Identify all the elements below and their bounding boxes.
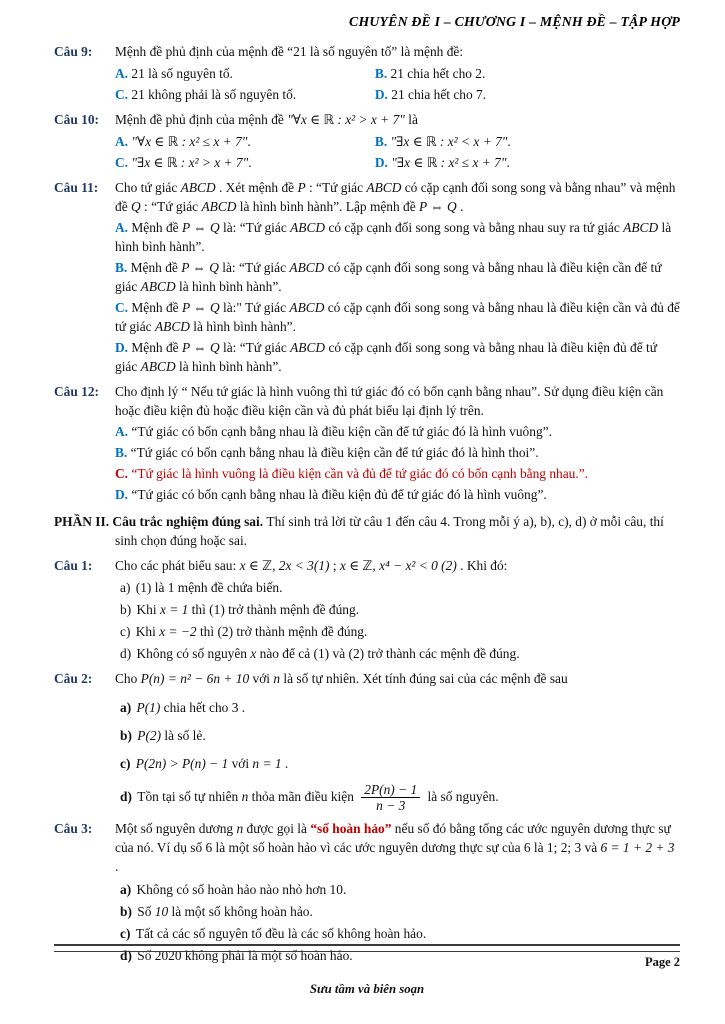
text-run: P ⇔ Q [181,259,219,275]
text-run: P(2) [137,727,162,743]
option-c [115,153,375,172]
statement-b [120,902,680,921]
text-run: là một số không hoàn hảo. [168,903,313,919]
statement-a [120,880,680,899]
text-run: 21 chia hết cho 2. [390,65,486,81]
option-c [115,464,680,483]
statement-letter: a) [120,580,134,596]
question-label: Câu 2: [54,671,93,687]
text-run: ABCD [201,198,237,214]
statement-letter: d) [120,947,136,963]
statement-letter: d) [120,788,136,804]
text-run: ABCD [140,359,176,375]
text-run: P ⇔ Q [181,219,220,235]
text-run: x ∈ ℤ, x⁴ − x² < 0 (2) [339,558,457,574]
text-run: n = 1 [252,755,282,771]
text-run: Khi [135,624,160,640]
statement-letter: b) [120,727,136,743]
text-run: là hình bình hành”. [115,219,672,254]
text-run: là hình bình hành”. Lập mệnh đề [236,198,420,214]
statement-letter: c) [120,925,134,941]
text-run: x = −2 [159,624,197,640]
question-cau-11 [54,178,680,376]
text-run: Số 2020 không phải là một số hoàn hảo. [137,947,353,963]
text-run: : “Tứ giác [305,179,367,195]
option-letter: B. [374,133,391,149]
text-run: . [247,133,251,149]
content-area [54,42,680,965]
text-run: ABCD [289,299,325,315]
question-label: Câu 3: [54,821,93,837]
option-b [115,258,680,296]
text-run: Cho các phát biểu sau: [115,558,240,574]
footer-double-rule [54,944,680,952]
text-run: ABCD [180,179,216,195]
text-run: Thí sinh trả lời từ câu 1 đến câu 4. Trong mỗi ý a), b), c), d) ở mỗi câu, thí sinh chọn đúng hoặc sai. [115,514,664,549]
text-run: . [507,133,511,149]
statement-a [120,698,680,717]
text-run: : “Tứ giác [140,198,202,214]
question-body [115,819,680,964]
text-run: 21 không phải là số nguyên tố. [131,86,297,102]
option-a [115,64,375,83]
text-run: . [281,755,289,771]
option-b [375,132,680,151]
text-run: là hình bình hành”. [175,278,282,294]
option-a [115,218,680,256]
option-a [115,132,375,151]
text-run: . [456,198,464,214]
text-run: n [236,821,244,837]
option-letter: B. [374,65,391,81]
text-run: . [248,154,252,170]
text-run: thì (2) trở thành mệnh đề đúng. [196,624,368,640]
text-run: Mệnh đề [131,299,182,315]
text-run: PHẦN II. Câu trắc nghiệm đúng sai. [54,514,267,530]
question-stem [115,382,680,420]
option-c [115,298,680,336]
text-run: x [250,646,257,662]
text-run: Mệnh đề [131,340,182,356]
text-run: "∃x ∈ ℝ : x² ≤ x + 7" [391,154,507,170]
option-letter: A. [115,65,132,81]
option-c [115,85,375,104]
text-run: là số lẻ. [161,727,206,743]
text-run: là số nguyên. [424,788,499,804]
option-letter: C. [115,86,132,102]
text-run: có cặp cạnh đối song song và bằng nhau” và mệnh đề [115,179,676,214]
question-body [115,42,680,104]
statement-b [120,726,680,745]
statement-a [120,578,680,597]
statement-d [120,644,680,663]
statement-letter: b) [120,903,136,919]
page-number: Page 2 [644,955,680,969]
text-run: (1) là 1 mệnh đề chứa biến. [135,580,283,596]
text-run: Không có số nguyên [136,646,251,662]
answer-options [115,422,680,504]
option-a [115,422,680,441]
option-letter: A. [115,219,132,235]
text-run: có cặp cạnh đối song song và bằng nhau là điều kiện cần và đủ để tứ giác [115,299,680,334]
text-run: Khi [136,602,160,618]
statements [115,578,680,663]
text-run: là: “Tứ giác [219,219,291,235]
option-letter: B. [115,445,131,461]
option-d [115,338,680,376]
text-run: Mệnh đề phủ định của mệnh đề “21 là số nguyên tố” là mệnh đề: [115,43,464,59]
text-run: Một số nguyên dương [115,821,237,837]
text-run: là số tự nhiên. Xét tính đúng sai của các mệnh đề sau [280,671,568,687]
statement-letter: d) [120,646,135,662]
statement-letter: c) [120,755,134,771]
option-b [375,64,680,83]
text-run: 6 = 1 + 2 + 3 [600,840,675,856]
question-label: Câu 11: [54,179,99,195]
option-letter: B. [115,259,131,275]
text-run: ABCD [366,179,402,195]
question-label: Câu 12: [54,384,100,400]
question-body [115,110,680,172]
text-run: P(n) = n² − 6n + 10 [140,671,250,687]
text-run: là hình bình hành”. [175,359,282,375]
statement-c [120,622,680,641]
option-letter: D. [115,487,132,503]
question-stem [115,178,680,216]
question-label: Câu 1: [54,558,93,574]
text-run: P(2n) > P(n) − 1 [135,755,229,771]
statement-letter: b) [120,602,135,618]
text-run: ABCD [290,340,326,356]
option-letter: C. [115,466,132,482]
text-run: ABCD [290,219,326,235]
fraction-numerator: 2P(n) − 1 [361,782,420,798]
option-letter: D. [115,340,132,356]
text-run: “số hoàn hảo” [310,821,392,837]
text-run: Mệnh đề [131,219,182,235]
text-run: . [506,154,510,170]
statements [115,698,680,814]
text-run: ABCD [623,219,659,235]
option-d [375,153,680,172]
text-run: x ∈ ℤ, 2x < 3(1) [239,558,330,574]
page-footer [54,944,680,998]
text-run: được gọi là [243,821,311,837]
text-run: Q [131,198,141,214]
text-run: x = 1 [159,602,189,618]
text-run: Cho [115,671,141,687]
option-d [375,85,680,104]
statement-letter: a) [120,881,135,897]
option-letter: A. [115,424,132,440]
question-p2-cau-1 [54,556,680,663]
text-run: là [404,111,418,127]
text-run: ABCD [289,259,325,275]
text-run: Cho định lý “ Nếu tứ giác là hình vuông thì tứ giác đó có bốn cạnh bằng nhau”. Sử dụng điều kiện cần hoặc điều kiện đủ hoặc điều kiện cần và đủ phát biểu lại định lý trên. [115,384,664,419]
question-stem [115,669,680,688]
text-run: có cặp cạnh đối song song và bằng nhau là điều kiện đủ để tứ giác [115,340,657,375]
question-body [115,669,680,813]
text-run: với [249,671,274,687]
question-stem [115,42,680,61]
statement-c [120,754,680,773]
text-run: thì (1) trở thành mệnh đề đúng. [188,602,360,618]
text-run: 10 [154,903,169,919]
text-run: là: “Tứ giác [219,340,291,356]
text-run: có cặp cạnh đối song song và bằng nhau suy ra tứ giác [325,219,624,235]
text-run: "∀x ∈ ℝ : x² ≤ x + 7" [131,133,248,149]
text-run: chia hết cho 3 . [160,699,246,715]
text-run: ABCD [140,278,176,294]
text-run: là:" Tứ giác [219,299,290,315]
option-d [115,485,680,504]
text-run: "∀x ∈ ℝ : x² > x + 7" [287,111,405,127]
statement-letter: a) [120,699,135,715]
text-run: nếu số đó bằng tổng các ước nguyên dương thực sự của nó. Ví dụ số 6 là một số hoàn hảo vì các ước nguyên dương thực sự của 6 là 1; 2; 3 và [115,821,671,856]
text-run: là hình bình hành”. [189,318,296,334]
text-run: Mệnh đề [130,259,182,275]
option-letter: C. [115,299,132,315]
text-run: có cặp cạnh đối song song và bằng nhau là điều kiện cần để tứ giác [115,259,662,294]
text-run: P ⇔ Q [181,299,220,315]
answer-options [115,130,680,172]
statement-d [120,782,680,814]
fraction-denominator: n − 3 [376,798,406,814]
text-run: “Tứ giác có bốn cạnh bằng nhau là điều kiện cần để tứ giác đó là hình thoi”. [130,445,539,461]
option-b [115,443,680,462]
question-label: Câu 10: [54,111,100,127]
text-run: Không có số hoàn hảo nào nhỏ hơn 10. [136,881,347,897]
answer-options [115,218,680,376]
question-cau-9 [54,42,680,104]
text-run: P [297,179,306,195]
text-run: Cho tứ giác [115,179,181,195]
question-body [115,382,680,504]
part-heading-phan-2 [54,512,680,550]
question-p2-cau-2 [54,669,680,813]
statement-c [120,924,680,943]
text-run: "∃x ∈ ℝ : x² > x + 7" [131,154,249,170]
text-run: “Tứ giác có bốn cạnh bằng nhau là điều kiện cần để tứ giác đó là hình vuông”. [131,424,552,440]
fraction [361,782,420,814]
text-run: n [241,788,249,804]
text-run: Tất cả các số nguyên tố đều là các số không hoàn hảo. [135,925,427,941]
statement-letter: c) [120,624,134,640]
question-p2-cau-3 [54,819,680,964]
statement-b [120,600,680,619]
option-letter: D. [374,154,392,170]
text-run: ; [329,558,340,574]
text-run: 21 chia hết cho 7. [391,86,487,102]
text-run: P ⇔ Q [181,340,220,356]
text-run: . Xét mệnh đề [215,179,298,195]
text-run: . [115,859,119,875]
question-cau-10 [54,110,680,172]
question-body [115,556,680,663]
text-run: “Tứ giác là hình vuông là điều kiện cần và đủ để tứ giác đó có bốn cạnh bằng nhau.”. [131,466,589,482]
text-run: . Khi đó: [456,558,508,574]
question-stem [115,556,680,575]
text-run: với [228,755,253,771]
text-run: Số [137,903,155,919]
question-label: Câu 9: [54,43,93,59]
text-run: 21 là số nguyên tố. [131,65,233,81]
footer-credit: Sưu tầm và biên soạn [309,981,425,996]
text-run: ABCD [154,318,190,334]
text-run: "∃x ∈ ℝ : x² < x + 7" [390,133,508,149]
text-run: Mệnh đề phủ định của mệnh đề [115,111,288,127]
option-letter: C. [115,154,132,170]
text-run: n [273,671,281,687]
text-run: Tồn tại số tự nhiên [137,788,242,804]
question-stem [115,819,680,876]
option-letter: D. [374,86,392,102]
text-run: P(1) [136,699,161,715]
text-run: “Tứ giác có bốn cạnh bằng nhau là điều kiện đủ để tứ giác đó là hình vuông”. [131,487,547,503]
question-cau-12 [54,382,680,504]
text-run: là: “Tứ giác [218,259,290,275]
option-letter: A. [115,133,132,149]
page-header-title: CHUYÊN ĐỀ I – CHƯƠNG I – MỆNH ĐỀ – TẬP HỢP [349,14,680,29]
text-run: P ⇔ Q [419,198,457,214]
answer-options [115,62,680,104]
question-stem [115,110,680,129]
text-run: thỏa mãn điều kiện [248,788,358,804]
text-run: nào để cả (1) và (2) trở thành các mệnh đề đúng. [256,646,520,662]
question-body [115,178,680,376]
